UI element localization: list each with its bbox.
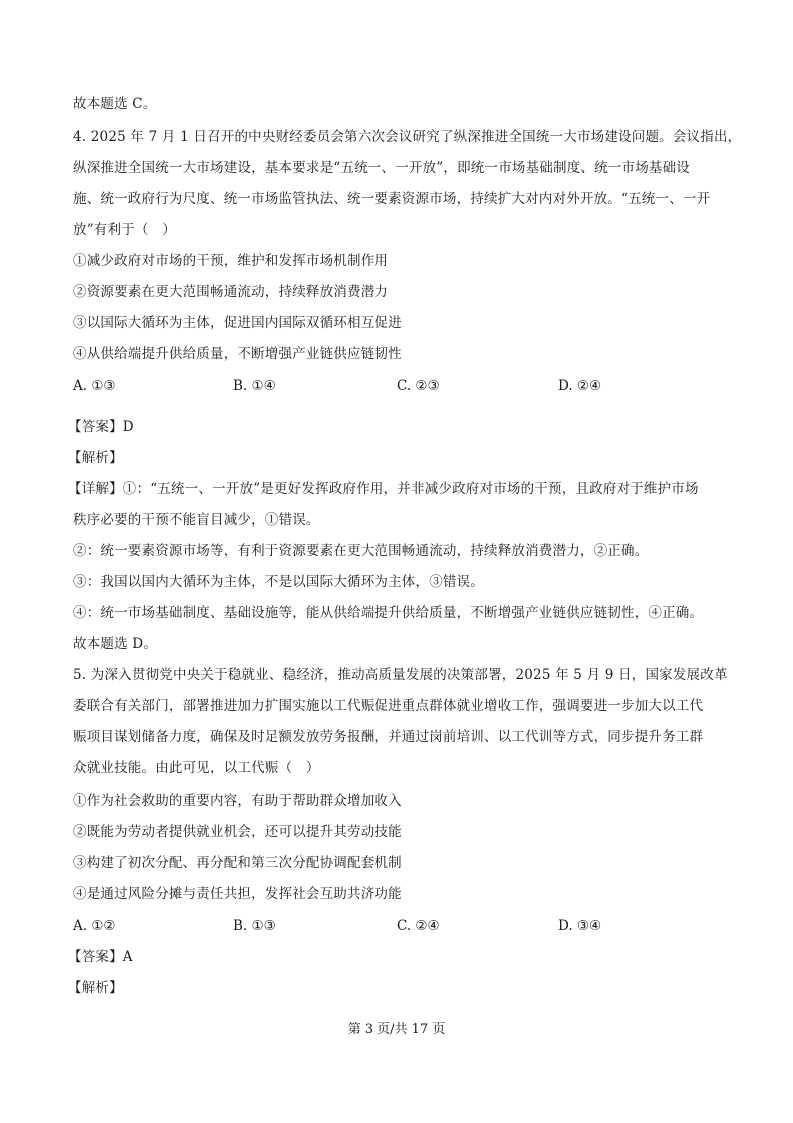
q5-stem-line: 赈项目谋划储备力度，确保及时足额发放劳务报酬，并通过岗前培训、以工代训等方式，同步提升务工群 bbox=[73, 729, 704, 745]
q4-option-d: D. ②④ bbox=[558, 378, 602, 394]
q5-option-c: C. ②④ bbox=[397, 918, 440, 934]
q4-stem-line: 4. 2025 年 7 月 1 日召开的中央财经委员会第六次会议研究了纵深推进全国统一大市场建设问题。会议指出， bbox=[73, 129, 742, 145]
q4-conclusion: 故本题选 D。 bbox=[73, 636, 158, 652]
q4-statement: ①减少政府对市场的干预，维护和发挥市场机制作用 bbox=[73, 253, 389, 269]
q4-stem-line: 施、统一政府行为尺度、统一市场监管执法、统一要素资源市场，持续扩大对内对外开放。“五统一、一开 bbox=[73, 191, 711, 207]
q4-statement: ③以国际大循环为主体，促进国内国际双循环相互促进 bbox=[73, 315, 402, 331]
q4-statement: ②资源要素在更大范围畅通流动，持续释放消费潜力 bbox=[73, 284, 389, 300]
q4-detail-line: ③：我国以国内大循环为主体，不是以国际大循环为主体，③错误。 bbox=[73, 574, 484, 590]
q4-option-a: A. ①③ bbox=[73, 378, 116, 394]
q4-detail-line: ④：统一市场基础制度、基础设施等，能从供给端提升供给质量，不断增强产业链供应链韧性，④正确。 bbox=[73, 605, 704, 621]
q5-answer: 【答案】A bbox=[68, 949, 133, 965]
q4-detail-line: 秩序必要的干预不能盲目减少，①错误。 bbox=[73, 512, 320, 528]
q4-answer: 【答案】D bbox=[68, 419, 134, 435]
q4-stem-line: 纵深推进全国统一大市场建设，基本要求是“五统一、一开放”，即统一市场基础制度、统一市场基础设 bbox=[73, 160, 691, 176]
q4-option-c: C. ②③ bbox=[397, 378, 440, 394]
q5-stem-line: 众就业技能。由此可见，以工代赈（ ） bbox=[73, 760, 320, 776]
q4-detail-line: ②：统一要素资源市场等，有利于资源要素在更大范围畅通流动，持续释放消费潜力，②正确。 bbox=[73, 543, 649, 559]
page-footer: 第 3 页/共 17 页 bbox=[347, 1022, 446, 1037]
q5-option-d: D. ③④ bbox=[558, 918, 602, 934]
q5-stem-line: 5. 为深入贯彻党中央关于稳就业、稳经济，推动高质量发展的决策部署，2025 年 5 月 9 日，国家发展改革 bbox=[73, 667, 728, 683]
q5-statement: ④是通过风险分摊与责任共担，发挥社会互助共济功能 bbox=[73, 886, 402, 902]
q5-option-b: B. ①③ bbox=[233, 918, 276, 934]
q5-option-a: A. ①② bbox=[73, 918, 116, 934]
prev-conclusion: 故本题选 C。 bbox=[73, 96, 157, 112]
q5-statement: ②既能为劳动者提供就业机会，还可以提升其劳动技能 bbox=[73, 824, 402, 840]
q4-detail-line: 【详解】①：“五统一、一开放”是更好发挥政府作用，并非减少政府对市场的干预，且政府对于维护市场 bbox=[68, 481, 699, 497]
q5-statement: ③构建了初次分配、再分配和第三次分配协调配套机制 bbox=[73, 855, 402, 871]
q4-statement: ④从供给端提升供给质量，不断增强产业链供应链韧性 bbox=[73, 346, 402, 362]
q5-stem-line: 委联合有关部门，部署推进加力扩围实施以工代赈促进重点群体就业增收工作，强调要进一步加大以工代 bbox=[73, 698, 704, 714]
q5-analysis-label: 【解析】 bbox=[68, 980, 123, 996]
q5-statement: ①作为社会救助的重要内容，有助于帮助群众增加收入 bbox=[73, 793, 402, 809]
q4-analysis-label: 【解析】 bbox=[68, 450, 123, 466]
q4-stem-line: 放”有利于（ ） bbox=[73, 222, 177, 238]
q4-option-b: B. ①④ bbox=[233, 378, 276, 394]
